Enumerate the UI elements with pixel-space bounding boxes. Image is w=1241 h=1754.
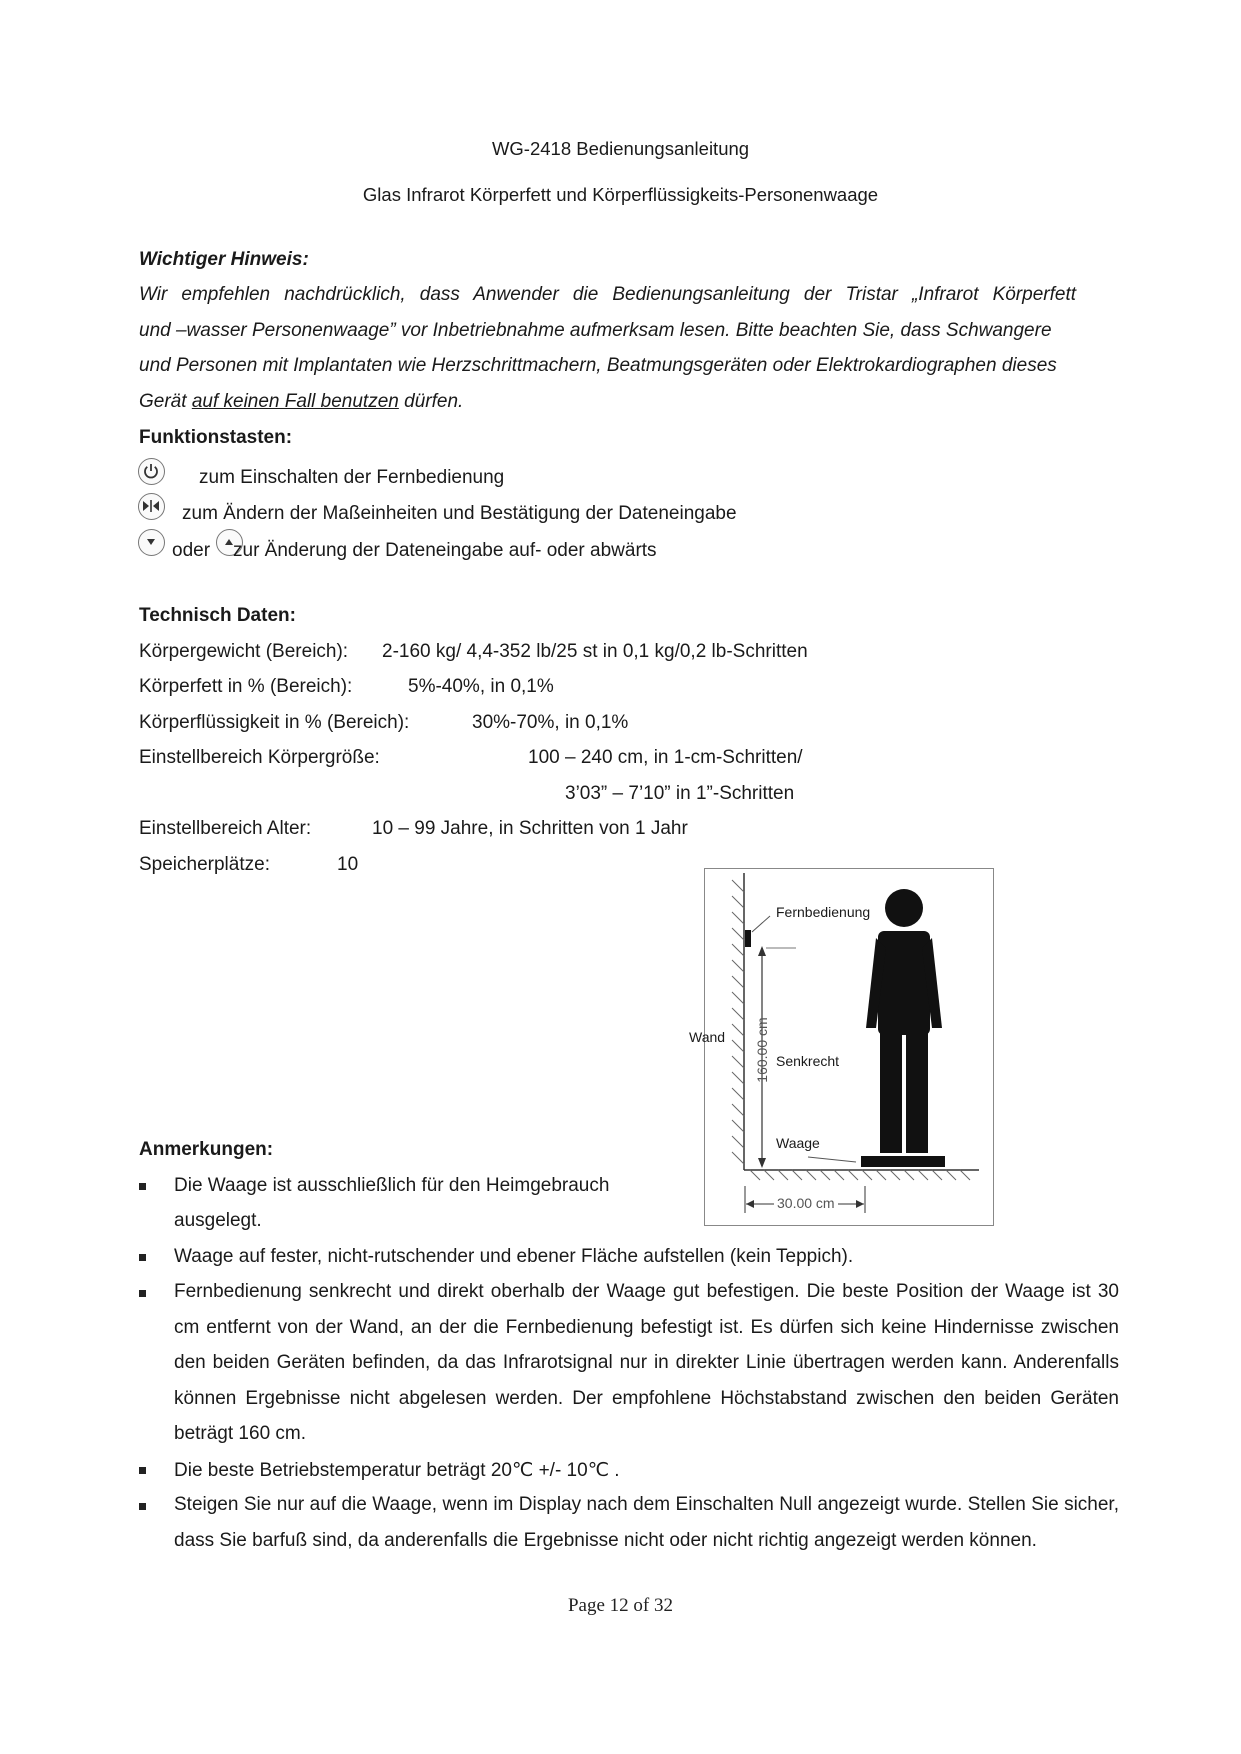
remark-4: Die beste Betriebstemperatur beträgt 20℃ +/- 10℃ . <box>174 1460 620 1481</box>
water-label: Körperflüssigkeit in % (Bereich): <box>139 712 410 733</box>
arrow-keys-description: zur Änderung der Dateneingabe auf- oder abwärts <box>233 540 657 561</box>
weight-label: Körpergewicht (Bereich): <box>139 641 349 662</box>
bullet-marker <box>139 1254 146 1261</box>
tech-heading: Technisch Daten: <box>139 605 296 626</box>
document-title: WG-2418 Bedienungsanleitung <box>491 138 750 159</box>
remark-1-line-1: Die Waage ist ausschließlich für den Heimgebrauch <box>174 1175 610 1196</box>
height-dimension-label: 160.00 cm <box>754 1017 770 1083</box>
water-value: 30%-70%, in 0,1% <box>472 712 629 733</box>
memory-value: 10 <box>337 854 359 875</box>
age-label: Einstellbereich Alter: <box>139 818 312 839</box>
notice-line-4: Gerät auf keinen Fall benutzen dürfen. <box>139 391 464 412</box>
arrow-keys-or: oder <box>172 540 211 561</box>
remarks-heading: Anmerkungen: <box>139 1139 274 1160</box>
height-label: Einstellbereich Körpergröße: <box>139 747 380 768</box>
remote-control <box>745 930 751 947</box>
notice-warning-underlined: auf keinen Fall benutzen <box>191 391 399 412</box>
page-number: Page 12 of 32 <box>567 1595 673 1616</box>
remark-1-line-2: ausgelegt. <box>174 1210 262 1231</box>
vertical-label: Senkrecht <box>776 1053 840 1069</box>
set-icon <box>138 493 165 520</box>
notice-line-1: Wir empfehlen nachdrücklich, dass Anwender die Bedienungsanleitung der Tristar „Infrarot Körperfett <box>139 284 1076 305</box>
notice-heading: Wichtiger Hinweis: <box>139 249 309 270</box>
bullet-marker <box>139 1183 146 1190</box>
document-subtitle: Glas Infrarot Körperfett und Körperflüssigkeits-Personenwaage <box>362 184 879 205</box>
bullet-marker <box>139 1290 146 1297</box>
bullet-marker <box>139 1503 146 1510</box>
age-value: 10 – 99 Jahre, in Schritten von 1 Jahr <box>372 818 688 839</box>
wall-label: Wand <box>689 1029 726 1045</box>
distance-dimension-label: 30.00 cm <box>774 1195 838 1211</box>
remote-label: Fernbedienung <box>776 904 871 920</box>
remark-5: Steigen Sie nur auf die Waage, wenn im Display nach dem Einschalten Null angezeigt wurde. Stellen Sie sicher, dass Sie barfuß sind, da anderenfalls die Ergebnisse nicht oder nicht richtig angezeigt werden können. <box>174 1494 1119 1551</box>
scale-label: Waage <box>776 1135 820 1151</box>
notice-line-3: und Personen mit Implantaten wie Herzschrittmachern, Beatmungsgeräten oder Elektrokardiographen dieses <box>139 355 1057 376</box>
set-key-description: zum Ändern der Maßeinheiten und Bestätigung der Dateneingabe <box>182 503 737 524</box>
notice-line-2: und –wasser Personenwaage” vor Inbetriebnahme aufmerksam lesen. Bitte beachten Sie, dass Schwangere <box>139 320 1052 341</box>
scale-device <box>861 1156 945 1167</box>
fat-value: 5%-40%, in 0,1% <box>408 676 554 697</box>
bullet-marker <box>139 1467 146 1474</box>
height-value-metric: 100 – 240 cm, in 1-cm-Schritten/ <box>528 747 803 768</box>
weight-value: 2-160 kg/ 4,4-352 lb/25 st in 0,1 kg/0,2 lb-Schritten <box>382 641 808 662</box>
arrow-down-icon <box>138 529 165 556</box>
installation-diagram <box>689 868 994 1226</box>
remark-2: Waage auf fester, nicht-rutschender und ebener Fläche aufstellen (kein Teppich). <box>174 1246 854 1267</box>
memory-label: Speicherplätze: <box>139 854 270 875</box>
height-value-imperial: 3’03” – 7’10” in 1”-Schritten <box>565 783 795 804</box>
function-keys-heading: Funktionstasten: <box>139 427 293 448</box>
person-figure <box>866 889 942 1153</box>
fat-label: Körperfett in % (Bereich): <box>139 676 353 697</box>
power-icon <box>138 458 165 485</box>
power-key-description: zum Einschalten der Fernbedienung <box>199 467 505 488</box>
remark-3: Fernbedienung senkrecht und direkt oberhalb der Waage gut befestigen. Die beste Position der Waage ist 30 cm entfernt von der Wand, an der die Fernbedienung befestigt ist. Es dürfen sich keine Hindernisse zwischen den beiden Geräten befinden, da das Infrarotsignal nur in direkter Linie übertragen werden kann. Anderenfalls können Ergebnisse nicht abgelesen werden. Der empfohlene Höchstabstand zwischen den beiden Geräten beträgt 160 cm. <box>174 1281 1119 1444</box>
